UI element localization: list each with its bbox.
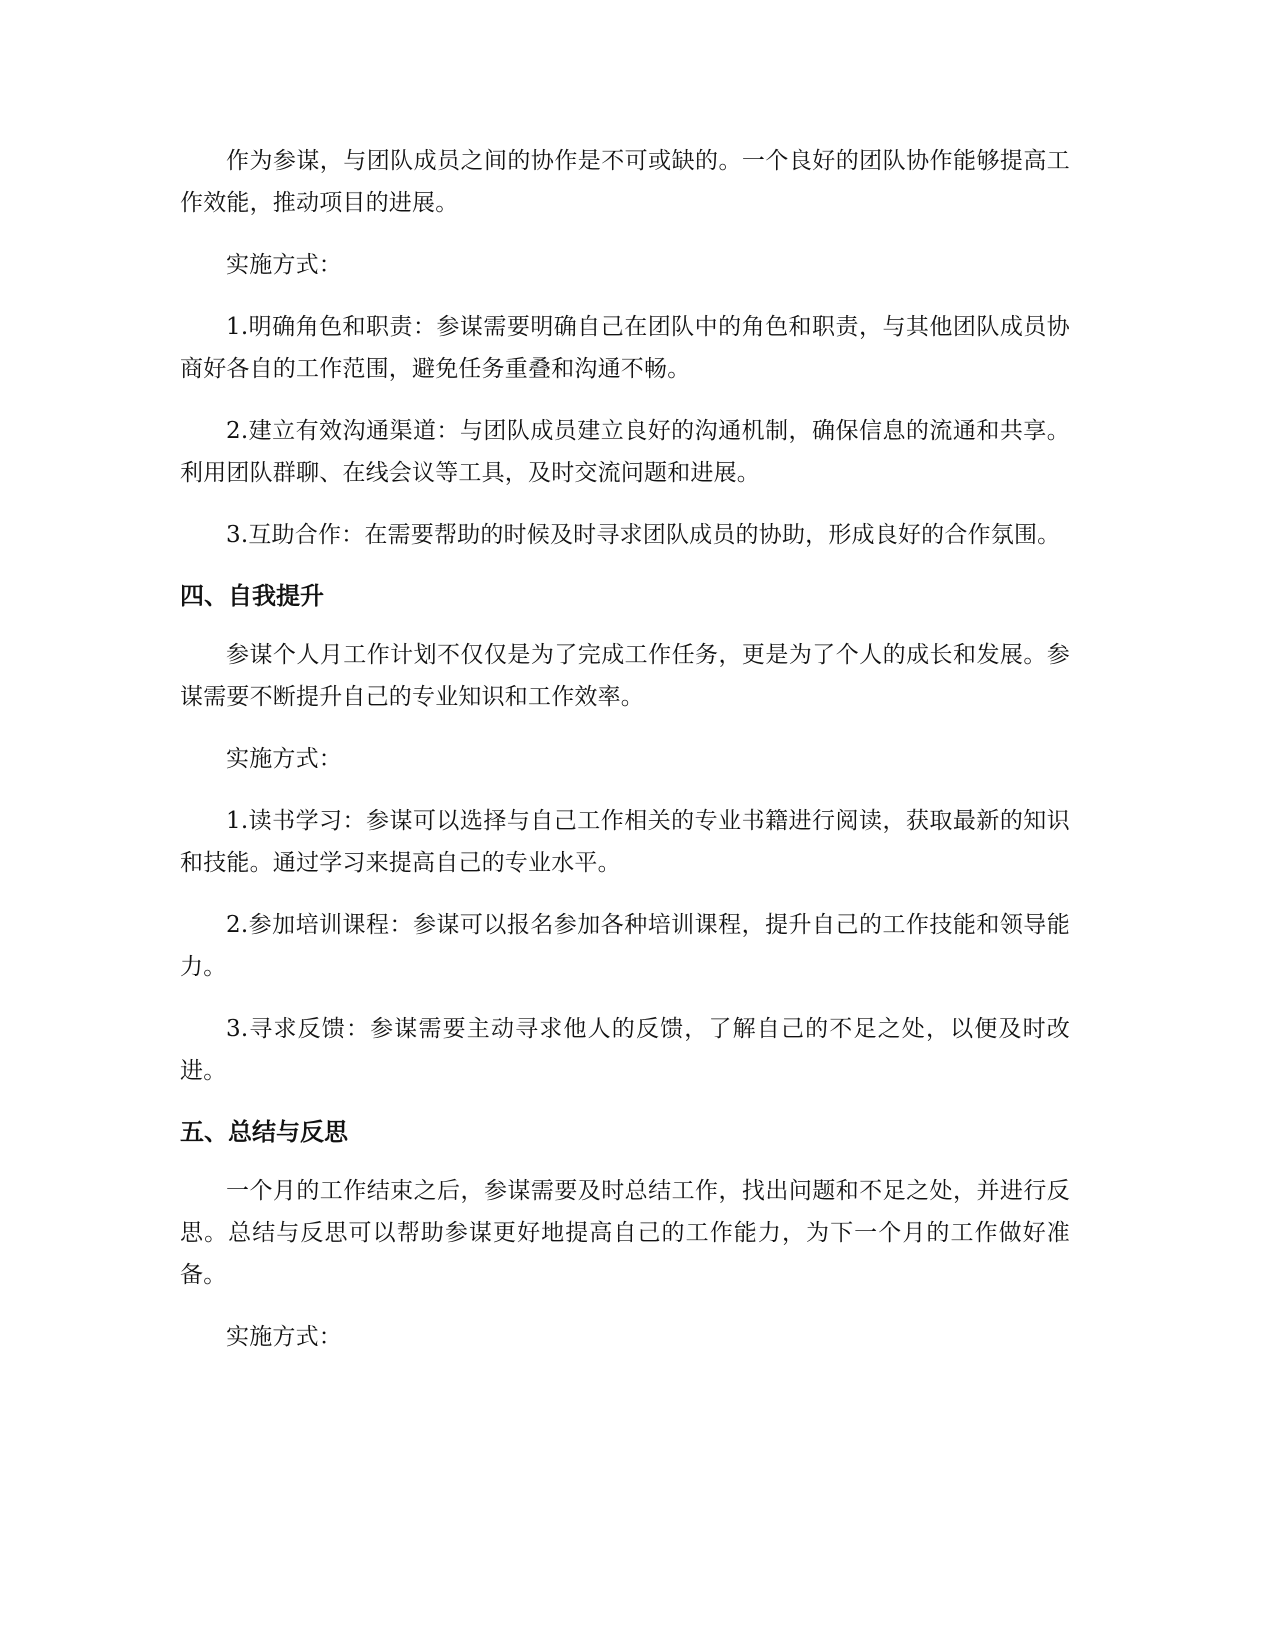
paragraph-mutual-cooperation: 3.互助合作：在需要帮助的时候及时寻求团队成员的协助，形成良好的合作氛围。: [226, 522, 1061, 548]
paragraph-summary-reflection-intro: 一个月的工作结束之后，参谋需要及时总结工作，找出问题和不足之处，并进行反思。总结与反思可以帮助参谋更好地提高自己的工作能力，为下一个月的工作做好准备。: [180, 1178, 1070, 1288]
paragraph-seek-feedback: 3.寻求反馈：参谋需要主动寻求他人的反馈，了解自己的不足之处，以便及时改进。: [180, 1016, 1070, 1084]
paragraph-training-courses: 2.参加培训课程：参谋可以报名参加各种培训课程，提升自己的工作技能和领导能力。: [180, 912, 1070, 980]
paragraph-implementation-label: 实施方式：: [226, 252, 342, 278]
paragraph-teamwork-intro: 作为参谋，与团队成员之间的协作是不可或缺的。一个良好的团队协作能够提高工作效能，推动项目的进展。: [180, 148, 1070, 216]
paragraph-self-improvement-intro: 参谋个人月工作计划不仅仅是为了完成工作任务，更是为了个人的成长和发展。参谋需要不断提升自己的专业知识和工作效率。: [180, 642, 1070, 710]
paragraph-reading-study: 1.读书学习：参谋可以选择与自己工作相关的专业书籍进行阅读，获取最新的知识和技能。通过学习来提高自己的专业水平。: [180, 808, 1070, 876]
section-heading-summary-reflection: 五、总结与反思: [180, 1118, 348, 1146]
paragraph-implementation-label: 实施方式：: [226, 1324, 342, 1350]
document-page: [180, 140, 1070, 1378]
section-heading-self-improvement: 四、自我提升: [180, 582, 324, 610]
paragraph-roles-responsibilities: 1.明确角色和职责：参谋需要明确自己在团队中的角色和职责，与其他团队成员协商好各自的工作范围，避免任务重叠和沟通不畅。: [180, 314, 1070, 382]
paragraph-implementation-label: 实施方式：: [226, 746, 342, 772]
paragraph-communication-channels: 2.建立有效沟通渠道：与团队成员建立良好的沟通机制，确保信息的流通和共享。利用团队群聊、在线会议等工具，及时交流问题和进展。: [180, 418, 1070, 486]
